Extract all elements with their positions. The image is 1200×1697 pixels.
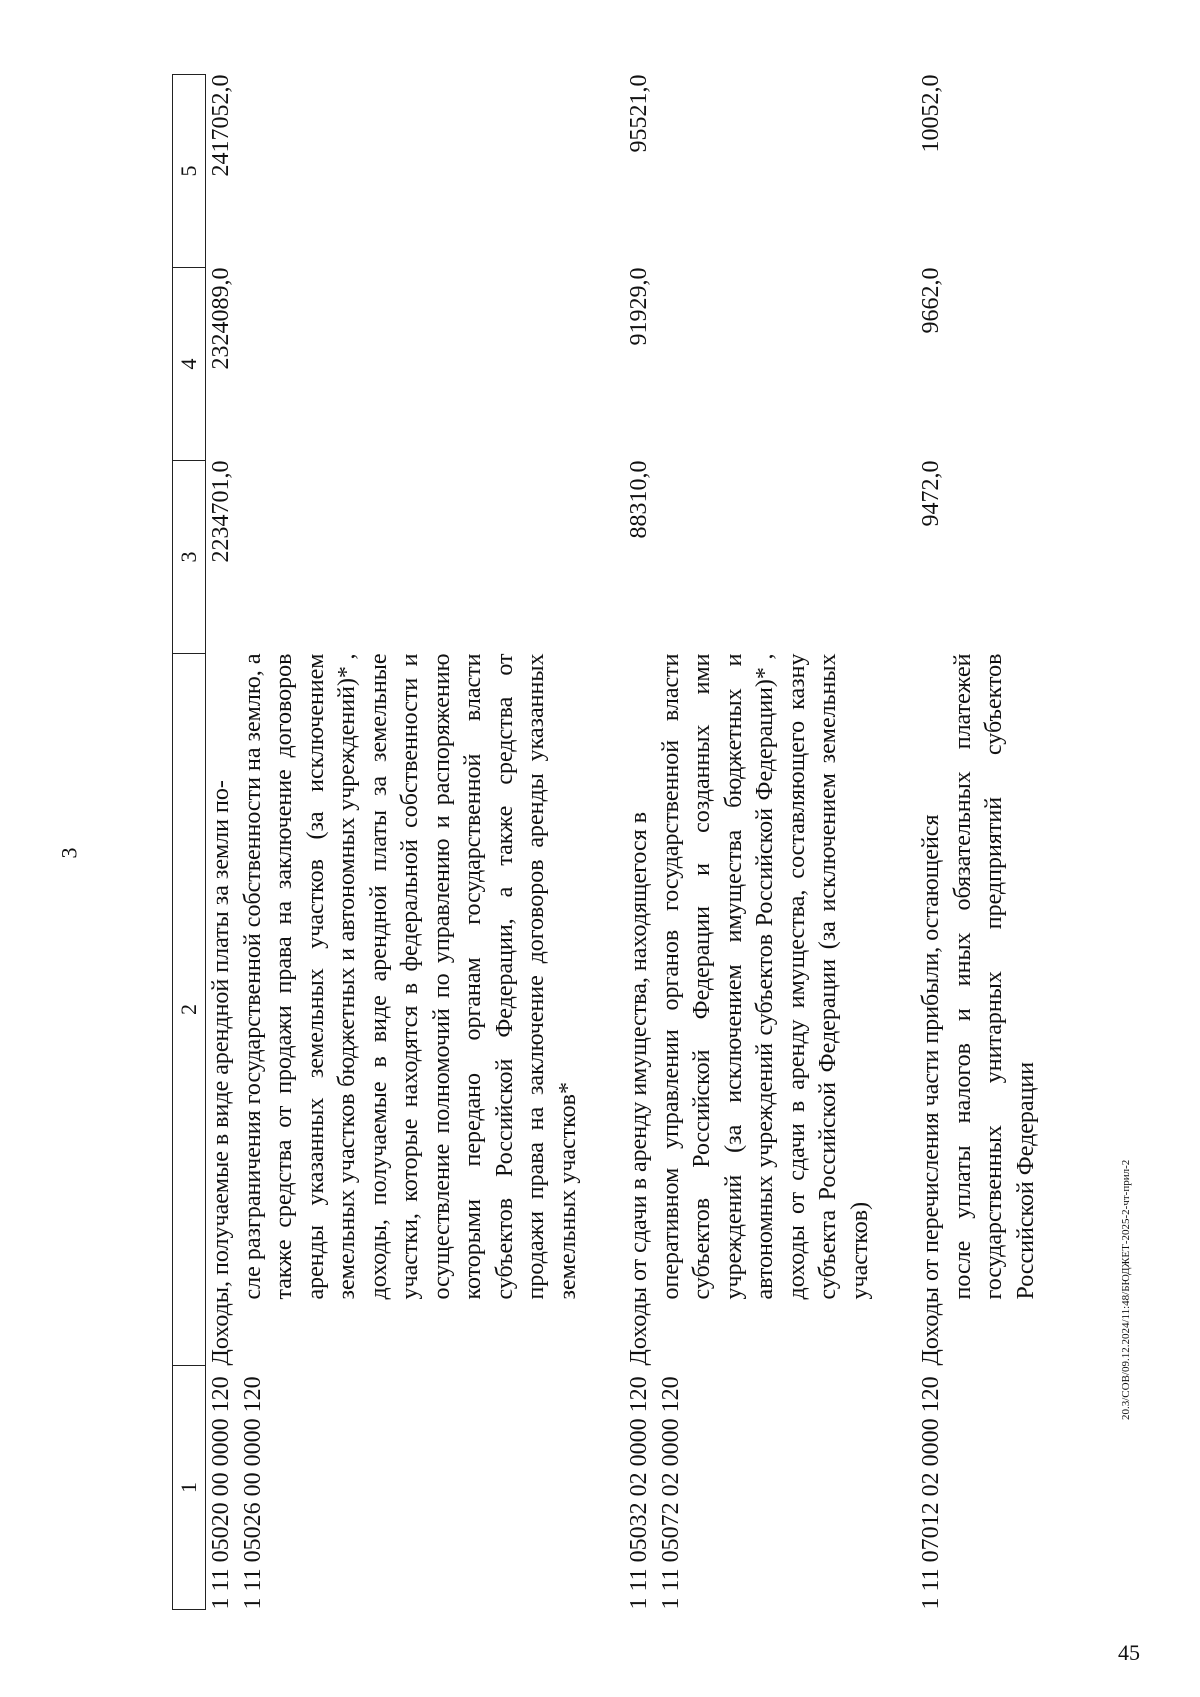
description-cell — [916, 654, 1042, 1366]
sheet-number: 45 — [1118, 1640, 1140, 1665]
description-text: оперативном управлении органов государственной власти субъектов Российской Федерации и созданных ими учреждений (за исключением имущества бюджетных и автономных учреждений субъектов Российской Федерации)* , доходы от сдачи в аренду имущества, составляющего казну субъекта Российской Федерации (за исключением земельных участков) — [657, 653, 873, 1300]
budget-code: 1 11 07012 02 0000 120 — [918, 1376, 944, 1610]
description-first-line: Доходы от перечисления части прибыли, остающейся — [918, 814, 944, 1366]
header-col-4: 4 — [173, 268, 206, 461]
header-col-1: 1 — [173, 1366, 206, 1610]
value-col-4: 9662,0 — [918, 267, 944, 334]
value-col-4: 91929,0 — [626, 267, 652, 346]
value-col-3: 9472,0 — [918, 460, 944, 527]
header-col-5: 5 — [173, 75, 206, 268]
value-col-3: 88310,0 — [626, 460, 652, 539]
code-cell — [206, 1366, 585, 1610]
description-text: сле разграничения государственной собственности на землю, а также средства от продажи права на заключение договоров аренды указанных земельных участков (за исключением земельных участков бюджетных и автономных учреждений)* , доходы, получаемые в виде арендной платы за земельные участки, которые находятся в федеральной собственности и осуществление полномочий по управлению и распоряжению которыми передано органам государственной власти субъектов Российской Федерации, а также средства от продажи права на заключение договоров аренды указанных земельных участков* — [239, 653, 581, 1300]
value-col-5: 2417052,0 — [208, 74, 234, 177]
budget-code: 1 11 05020 00 0000 120 — [208, 1376, 234, 1610]
description-first-line: Доходы от сдачи в аренду имущества, находящегося в — [626, 811, 652, 1366]
row-spacer — [876, 75, 916, 1610]
page-number: 3 — [56, 847, 82, 859]
code-cell — [916, 1366, 1042, 1610]
header-col-3: 3 — [173, 461, 206, 654]
table-row — [916, 75, 1042, 1610]
value-col-3: 2234701,0 — [208, 460, 234, 563]
budget-table — [172, 74, 1042, 1610]
table-row — [624, 75, 876, 1610]
description-text: после уплаты налогов и иных обязательных платежей государственных унитарных предприятий субъектов Российской Федерации — [949, 653, 1039, 1300]
budget-code: 1 11 05072 02 0000 120 — [657, 1376, 684, 1610]
value-col-4: 2324089,0 — [208, 267, 234, 370]
description-first-line: Доходы, получаемые в виде арендной платы за земли по- — [208, 780, 234, 1366]
code-cell — [624, 1366, 876, 1610]
header-col-2: 2 — [173, 654, 206, 1366]
rotated-table — [172, 75, 1042, 1610]
value-col-5: 95521,0 — [626, 74, 652, 153]
header-row — [173, 75, 206, 1610]
description-cell — [206, 654, 585, 1366]
budget-code: 1 11 05026 00 0000 120 — [239, 1376, 266, 1610]
value-col-5: 10052,0 — [918, 74, 944, 153]
budget-code: 1 11 05032 02 0000 120 — [626, 1376, 652, 1610]
table-row — [206, 75, 585, 1610]
row-spacer — [584, 75, 624, 1610]
footer-code: 20.3/СОВ/09.12.2024/11:48/БЮДЖЕТ-2025-2-чт-прил-2 — [1120, 1159, 1132, 1420]
description-cell — [624, 654, 876, 1366]
